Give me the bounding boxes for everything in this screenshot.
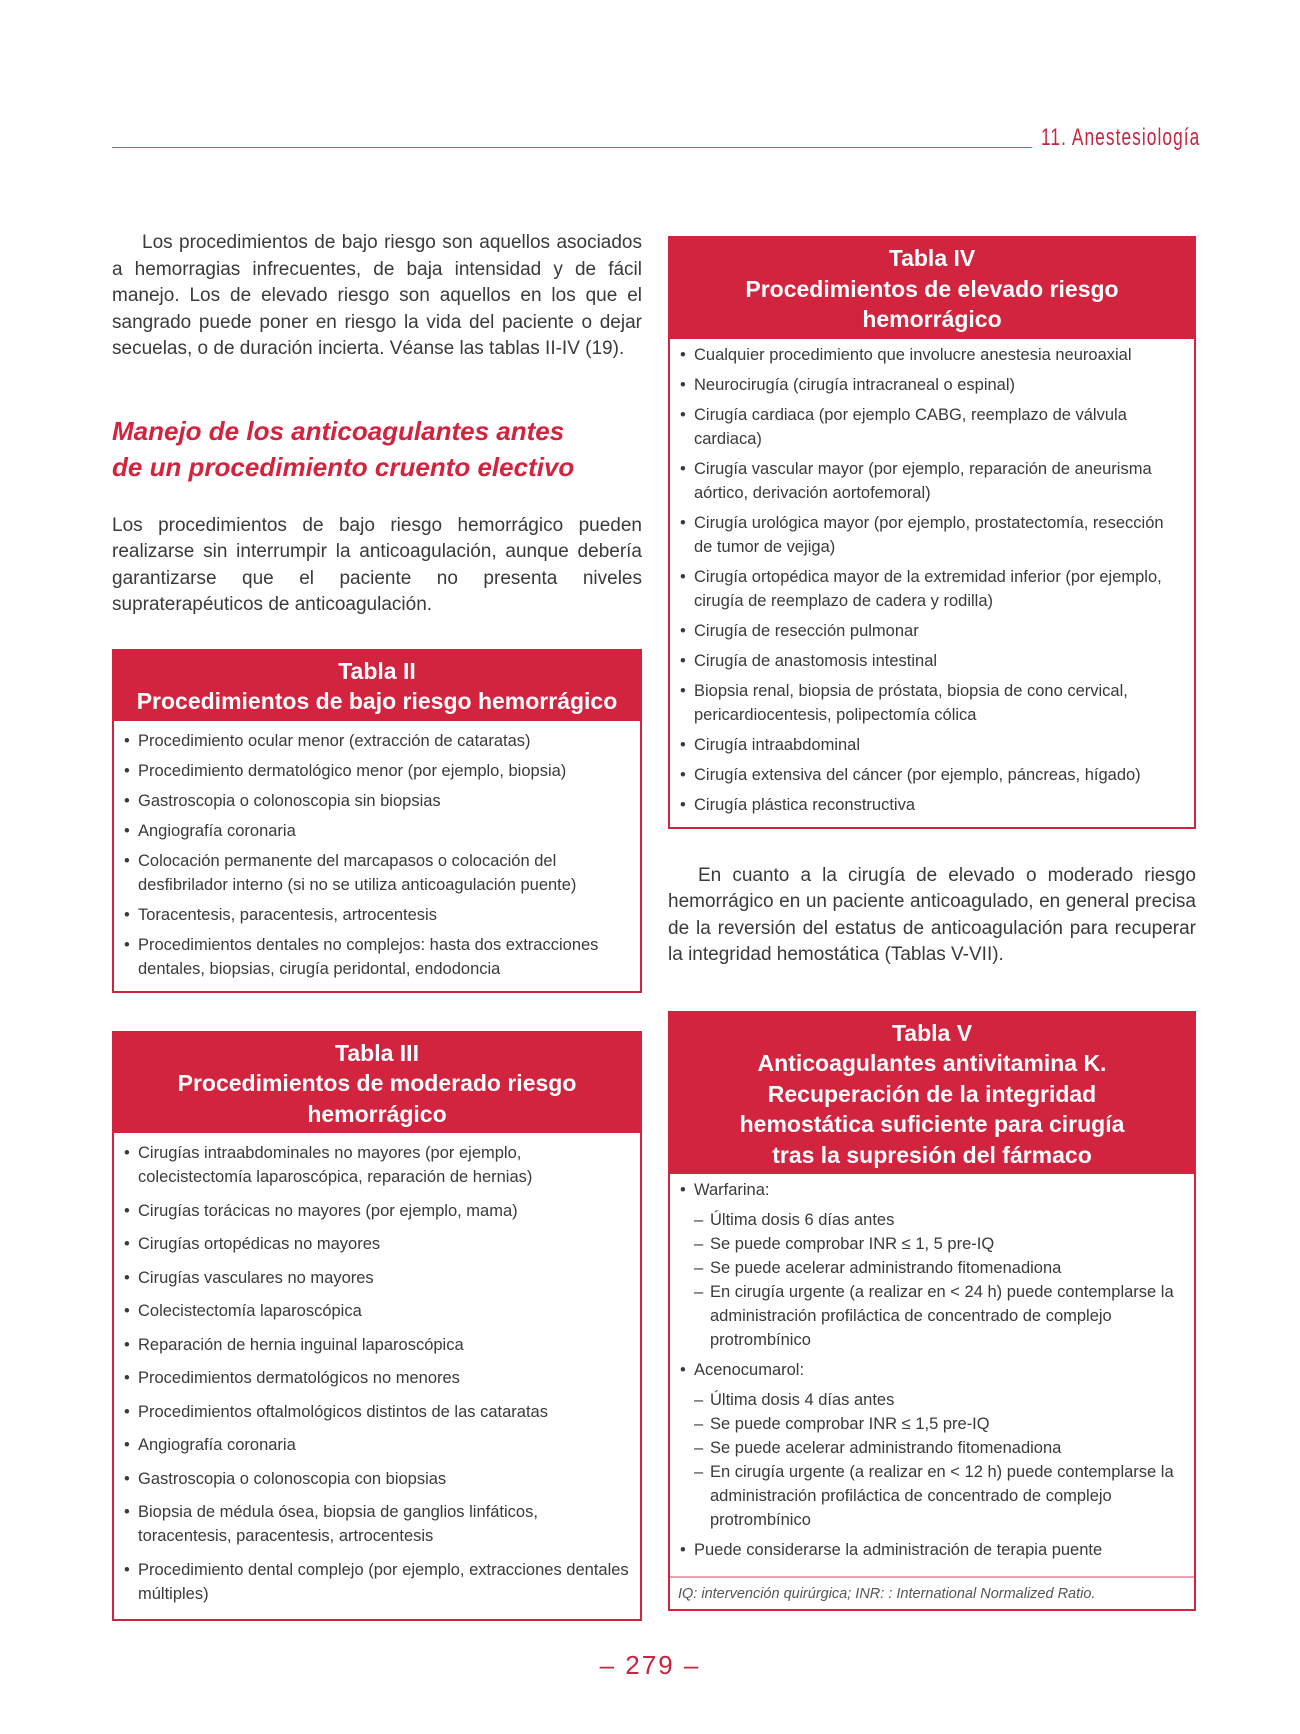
tabla-3-body (114, 1133, 640, 1619)
sub-item: – Última dosis 6 días antes (694, 1208, 1184, 1232)
list-item: • Cirugía plástica reconstructiva (680, 793, 1184, 817)
sub-item: – Última dosis 4 días antes (694, 1388, 1184, 1412)
list-item: • Gastroscopia o colonoscopia sin biopsias (124, 789, 630, 813)
list-item: • Cirugía ortopédica mayor de la extremidad inferior (por ejemplo, cirugía de reemplazo de cadera y rodilla) (680, 565, 1184, 613)
list-item: • Cirugía de anastomosis intestinal (680, 649, 1184, 673)
tabla-3-header (114, 1033, 640, 1134)
list-item: • Colecistectomía laparoscópica (124, 1299, 630, 1323)
reversal-paragraph: En cuanto a la cirugía de elevado o moderado riesgo hemorrágico en un paciente anticoagulado, en general precisa de la reversión del estatus de anticoagulación para recuperar la integridad hemostática (Tablas V-VII). (668, 864, 1196, 965)
list-item: • Procedimientos dentales no complejos: hasta dos extracciones dentales, biopsias, cirugía peridontal, endodoncia (124, 933, 630, 981)
tabla-5-title-line3: hemostática suficiente para cirugía (739, 1111, 1125, 1137)
tabla-5-footnote: IQ: intervención quirúrgica; INR: : International Normalized Ratio. (670, 1576, 1194, 1609)
list-item: • Cirugías torácicas no mayores (por ejemplo, mama) (124, 1199, 630, 1223)
drug-group-acenocumarol (680, 1358, 1184, 1532)
section-heading (112, 413, 642, 485)
tabla-2-header (114, 651, 640, 721)
right-column (668, 236, 1196, 1611)
list-item: • Angiografía coronaria (124, 819, 630, 843)
list-item: • Cirugías intraabdominales no mayores (por ejemplo, colecistectomía laparoscópica, reparación de hernias) (124, 1141, 630, 1189)
list-item: • Neurocirugía (cirugía intracraneal o espinal) (680, 373, 1184, 397)
list-item: • Angiografía coronaria (124, 1433, 630, 1457)
tabla-4 (668, 236, 1196, 829)
section-heading-line2: de un procedimiento cruento electivo (112, 451, 575, 482)
tabla-5 (668, 1011, 1196, 1612)
tabla-5-title-line1: Anticoagulantes antivitamina K. (757, 1050, 1107, 1076)
tabla-3 (112, 1031, 642, 1622)
list-item: • Procedimientos oftalmológicos distintos de las cataratas (124, 1400, 630, 1424)
list-item: • Procedimientos dermatológicos no menores (124, 1366, 630, 1390)
list-item: • Cirugía urológica mayor (por ejemplo, prostatectomía, resección de tumor de vejiga) (680, 511, 1184, 559)
drug-group-warfarina (680, 1178, 1184, 1352)
tabla-5-label: Tabla V (891, 1019, 973, 1046)
tabla-3-title: Procedimientos de moderado riesgo hemorrágico (177, 1070, 577, 1127)
list-item: • Procedimiento dental complejo (por ejemplo, extracciones dentales múltiples) (124, 1558, 630, 1606)
tabla-2-title: Procedimientos de bajo riesgo hemorrágico (136, 688, 618, 714)
sub-item: – En cirugía urgente (a realizar en < 12 h) puede contemplarse la administración profiláctica de concentrado de complejo protrombínico (694, 1460, 1184, 1532)
list-item: • Cualquier procedimiento que involucre anestesia neuroaxial (680, 343, 1184, 367)
list-item: • Cirugía cardiaca (por ejemplo CABG, reemplazo de válvula cardiaca) (680, 403, 1184, 451)
tabla-4-label: Tabla IV (888, 245, 976, 271)
list-item: • Cirugía extensiva del cáncer (por ejemplo, páncreas, hígado) (680, 763, 1184, 787)
list-item: • Reparación de hernia inguinal laparoscópica (124, 1333, 630, 1357)
tabla-4-title: Procedimientos de elevado riesgo hemorrágico (745, 275, 1119, 332)
tabla-2-list (124, 729, 630, 981)
page-number: – 279 – (599, 1650, 701, 1680)
tabla-5-header (670, 1013, 1194, 1175)
sub-item: – En cirugía urgente (a realizar en < 24 h) puede contemplarse la administración profiláctica de concentrado de complejo protrombínico (694, 1280, 1184, 1352)
left-column (112, 230, 642, 1621)
header-rule (112, 147, 1032, 148)
section-heading-line1: Manejo de los anticoagulantes antes (112, 415, 565, 446)
tabla-3-label: Tabla III (335, 1039, 419, 1066)
list-item: • Cirugías ortopédicas no mayores (124, 1232, 630, 1256)
tabla-4-body (670, 339, 1194, 827)
tabla-2 (112, 649, 642, 993)
list-item: • Cirugía intraabdominal (680, 733, 1184, 757)
sub-item: – Se puede comprobar INR ≤ 1,5 pre-IQ (694, 1412, 1184, 1436)
tabla-5-list (680, 1178, 1184, 1562)
list-item: • Biopsia renal, biopsia de próstata, biopsia de cono cervical, pericardiocentesis, polipectomía cólica (680, 679, 1184, 727)
list-item: • Cirugías vasculares no mayores (124, 1266, 630, 1290)
sub-item: – Se puede acelerar administrando fitomenadiona (694, 1436, 1184, 1460)
tabla-3-list (124, 1141, 630, 1606)
tabla-2-body (114, 721, 640, 991)
tabla-5-title-line2: Recuperación de la integridad (767, 1080, 1097, 1107)
list-item: • Puede considerarse la administración de terapia puente (680, 1538, 1184, 1562)
tabla-2-label: Tabla II (338, 657, 416, 684)
list-item: • Cirugía vascular mayor (por ejemplo, reparación de aneurisma aórtico, derivación aortofemoral) (680, 457, 1184, 505)
drug-group-name: Warfarina: (694, 1181, 770, 1199)
list-item: • Colocación permanente del marcapasos o colocación del desfibrilador interno (si no se utiliza anticoagulación puente) (124, 849, 630, 897)
list-item: • Cirugía de resección pulmonar (680, 619, 1184, 643)
tabla-5-title-line4: tras la supresión del fármaco (772, 1141, 1092, 1168)
list-item: • Gastroscopia o colonoscopia con biopsias (124, 1467, 630, 1491)
tabla-4-list (680, 343, 1184, 817)
list-item: • Procedimiento ocular menor (extracción de cataratas) (124, 729, 630, 753)
sub-item: – Se puede acelerar administrando fitomenadiona (694, 1256, 1184, 1280)
list-item: • Biopsia de médula ósea, biopsia de ganglios linfáticos, toracentesis, paracentesis, artrocentesis (124, 1500, 630, 1548)
tabla-4-header (670, 238, 1194, 339)
list-item: • Procedimiento dermatológico menor (por ejemplo, biopsia) (124, 759, 630, 783)
intro-paragraph: Los procedimientos de bajo riesgo son aquellos asociados a hemorragias infrecuentes, de baja intensidad y de fácil manejo. Los de elevado riesgo son aquellos en los que el sangrado puede poner en riesgo la vida del paciente o dejar secuelas, o de duración incierta. Véanse las tablas II-IV (19). (112, 232, 642, 359)
drug-group-name: Acenocumarol: (694, 1361, 805, 1379)
list-item: • Toracentesis, paracentesis, artrocentesis (124, 903, 630, 927)
running-header (112, 118, 1200, 152)
section-paragraph: Los procedimientos de bajo riesgo hemorrágico pueden realizarse sin interrumpir la anticoagulación, aunque debería garantizarse que el paciente no presenta niveles supraterapéuticos de anticoagulación. (112, 514, 642, 615)
chapter-title: 11. Anestesiología (1040, 124, 1200, 151)
acenocumarol-sublist (694, 1388, 1184, 1532)
warfarina-sublist (694, 1208, 1184, 1352)
sub-item: – Se puede comprobar INR ≤ 1, 5 pre-IQ (694, 1232, 1184, 1256)
tabla-5-body (670, 1174, 1194, 1576)
